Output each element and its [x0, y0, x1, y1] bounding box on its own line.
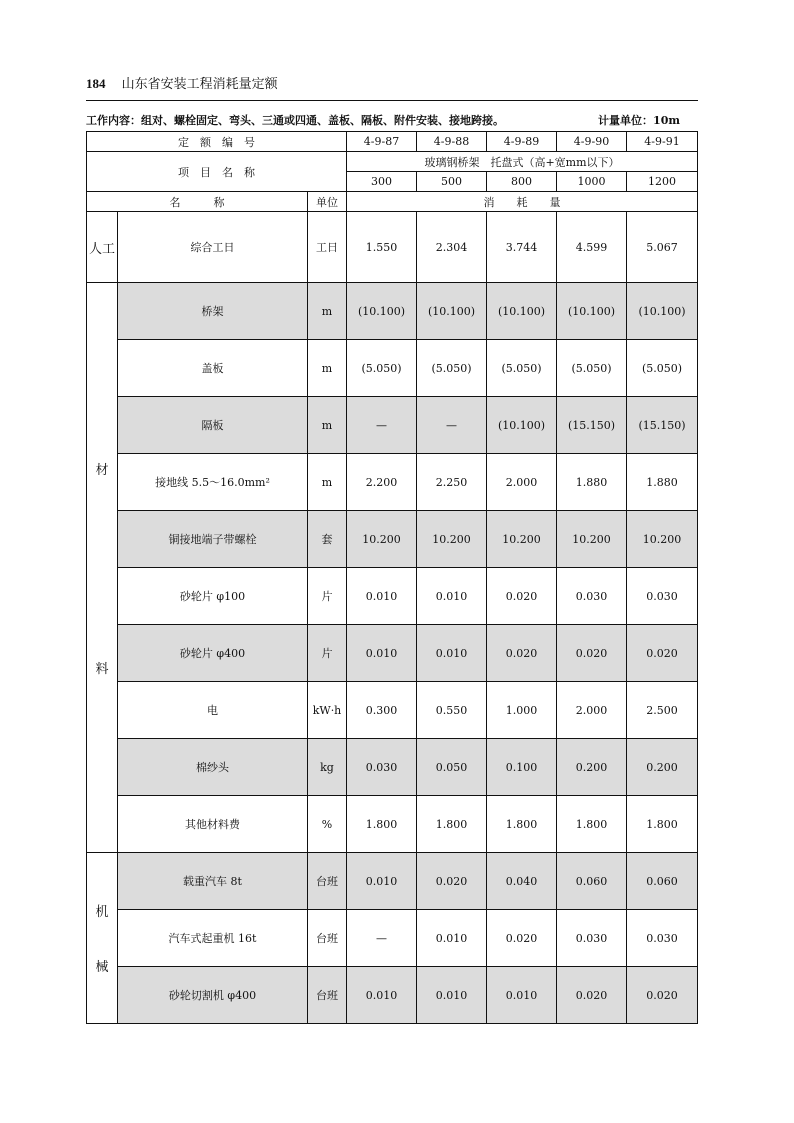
value-cell: —	[417, 397, 487, 454]
table-row	[87, 397, 698, 454]
value-cell: 1.800	[487, 796, 557, 853]
table-row	[87, 739, 698, 796]
table-row	[87, 212, 698, 283]
value-cell: 1.800	[417, 796, 487, 853]
quota-code-label: 定 额 编 号	[87, 132, 347, 152]
value-cell: 10.200	[487, 511, 557, 568]
col-unit-header: 单位	[308, 192, 347, 212]
quota-table	[86, 131, 698, 1024]
value-cell: 10.200	[627, 511, 698, 568]
table-row	[87, 682, 698, 739]
code-row	[87, 132, 698, 152]
value-cell: 1.550	[347, 212, 417, 283]
value-cell: —	[347, 397, 417, 454]
value-cell: 0.020	[417, 853, 487, 910]
table-row	[87, 454, 698, 511]
value-cell: 0.030	[347, 739, 417, 796]
row-unit: 台班	[308, 910, 347, 967]
value-cell: 0.200	[557, 739, 627, 796]
value-cell: 0.010	[417, 967, 487, 1024]
value-cell: 1.880	[627, 454, 698, 511]
value-cell: (5.050)	[557, 340, 627, 397]
value-cell: (10.100)	[417, 283, 487, 340]
table-row	[87, 796, 698, 853]
value-cell: (15.150)	[557, 397, 627, 454]
row-name: 电	[118, 682, 308, 739]
size-cell: 1200	[627, 172, 698, 192]
row-unit: m	[308, 283, 347, 340]
table-row	[87, 625, 698, 682]
row-unit: 台班	[308, 853, 347, 910]
row-name: 桥架	[118, 283, 308, 340]
value-cell: 2.200	[347, 454, 417, 511]
value-cell: 2.250	[417, 454, 487, 511]
value-cell: 0.060	[557, 853, 627, 910]
value-cell: 4.599	[557, 212, 627, 283]
row-name: 载重汽车 8t	[118, 853, 308, 910]
value-cell: 3.744	[487, 212, 557, 283]
work-content-row	[86, 112, 698, 130]
code-cell: 4-9-88	[417, 132, 487, 152]
row-unit: 片	[308, 568, 347, 625]
row-unit: kW·h	[308, 682, 347, 739]
value-cell: 0.100	[487, 739, 557, 796]
value-cell: 0.550	[417, 682, 487, 739]
table-row	[87, 853, 698, 910]
value-cell: (5.050)	[627, 340, 698, 397]
row-unit: 工日	[308, 212, 347, 283]
value-cell: (10.100)	[347, 283, 417, 340]
value-cell: 0.020	[487, 568, 557, 625]
col-consumption-header: 消 耗 量	[347, 192, 698, 212]
row-name: 盖板	[118, 340, 308, 397]
value-cell: 0.040	[487, 853, 557, 910]
row-name: 综合工日	[118, 212, 308, 283]
value-cell: (10.100)	[487, 397, 557, 454]
value-cell: 0.010	[417, 625, 487, 682]
category-labor: 人工	[87, 212, 118, 283]
code-cell: 4-9-90	[557, 132, 627, 152]
category-machine-bottom: 械	[95, 960, 109, 975]
value-cell: 10.200	[417, 511, 487, 568]
row-unit: %	[308, 796, 347, 853]
value-cell: (10.100)	[627, 283, 698, 340]
table-row	[87, 511, 698, 568]
value-cell: 10.200	[557, 511, 627, 568]
value-cell: 0.020	[487, 910, 557, 967]
book-title: 山东省安装工程消耗量定额	[121, 77, 278, 92]
table-row	[87, 910, 698, 967]
value-cell: 1.800	[347, 796, 417, 853]
value-cell: 0.010	[347, 853, 417, 910]
size-cell: 1000	[557, 172, 627, 192]
table-row	[87, 283, 698, 340]
value-cell: 10.200	[347, 511, 417, 568]
value-cell: 2.304	[417, 212, 487, 283]
item-title-row	[87, 152, 698, 172]
row-unit: 片	[308, 625, 347, 682]
value-cell: 2.000	[557, 682, 627, 739]
code-cell: 4-9-89	[487, 132, 557, 152]
value-cell: 0.030	[627, 910, 698, 967]
value-cell: 0.020	[557, 625, 627, 682]
unit-label: 计量单位：10m	[598, 114, 680, 127]
row-name: 棉纱头	[118, 739, 308, 796]
value-cell: 0.050	[417, 739, 487, 796]
row-unit: 台班	[308, 967, 347, 1024]
value-cell: (10.100)	[487, 283, 557, 340]
value-cell: 0.300	[347, 682, 417, 739]
value-cell: 1.800	[627, 796, 698, 853]
row-name: 其他材料费	[118, 796, 308, 853]
value-cell: —	[347, 910, 417, 967]
row-unit: kg	[308, 739, 347, 796]
row-name: 砂轮片 φ400	[118, 625, 308, 682]
item-title: 玻璃钢桥架 托盘式（高+宽mm以下）	[347, 152, 698, 172]
size-cell: 800	[487, 172, 557, 192]
value-cell: 0.030	[557, 568, 627, 625]
category-material	[87, 283, 118, 853]
row-unit: m	[308, 340, 347, 397]
value-cell: 0.010	[347, 625, 417, 682]
table-row	[87, 340, 698, 397]
value-cell: 1.000	[487, 682, 557, 739]
column-header-row	[87, 192, 698, 212]
row-name: 铜接地端子带螺栓	[118, 511, 308, 568]
size-cell: 500	[417, 172, 487, 192]
value-cell: 0.010	[487, 967, 557, 1024]
value-cell: (5.050)	[347, 340, 417, 397]
category-material-bottom: 料	[95, 661, 109, 677]
row-name: 砂轮片 φ100	[118, 568, 308, 625]
row-unit: m	[308, 397, 347, 454]
work-content: 工作内容：组对、螺栓固定、弯头、三通或四通、盖板、隔板、附件安装、接地跨接。	[86, 114, 504, 127]
value-cell: 0.010	[347, 568, 417, 625]
value-cell: 0.020	[627, 967, 698, 1024]
category-machine	[87, 853, 118, 1024]
header-rule	[86, 100, 698, 101]
page-header	[86, 73, 698, 93]
value-cell: (15.150)	[627, 397, 698, 454]
table-row	[87, 967, 698, 1024]
value-cell: 2.000	[487, 454, 557, 511]
row-name: 隔板	[118, 397, 308, 454]
table-row	[87, 568, 698, 625]
row-unit: 套	[308, 511, 347, 568]
value-cell: (5.050)	[417, 340, 487, 397]
row-unit: m	[308, 454, 347, 511]
item-name-label: 项 目 名 称	[87, 152, 347, 192]
value-cell: (5.050)	[487, 340, 557, 397]
value-cell: 0.020	[557, 967, 627, 1024]
code-cell: 4-9-87	[347, 132, 417, 152]
page-number: 184	[86, 76, 106, 91]
code-cell: 4-9-91	[627, 132, 698, 152]
value-cell: 2.500	[627, 682, 698, 739]
value-cell: 5.067	[627, 212, 698, 283]
value-cell: 0.030	[627, 568, 698, 625]
size-cell: 300	[347, 172, 417, 192]
value-cell: 1.880	[557, 454, 627, 511]
value-cell: 0.020	[487, 625, 557, 682]
value-cell: 0.010	[417, 910, 487, 967]
row-name: 砂轮切割机 φ400	[118, 967, 308, 1024]
value-cell: 1.800	[557, 796, 627, 853]
row-name: 汽车式起重机 16t	[118, 910, 308, 967]
category-material-top: 材	[95, 462, 109, 478]
value-cell: 0.010	[347, 967, 417, 1024]
value-cell: 0.020	[627, 625, 698, 682]
value-cell: 0.030	[557, 910, 627, 967]
category-machine-top: 机	[95, 905, 109, 920]
value-cell: 0.060	[627, 853, 698, 910]
col-name-header: 名 称	[87, 192, 308, 212]
value-cell: 0.200	[627, 739, 698, 796]
value-cell: (10.100)	[557, 283, 627, 340]
row-name: 接地线 5.5～16.0mm²	[118, 454, 308, 511]
value-cell: 0.010	[417, 568, 487, 625]
